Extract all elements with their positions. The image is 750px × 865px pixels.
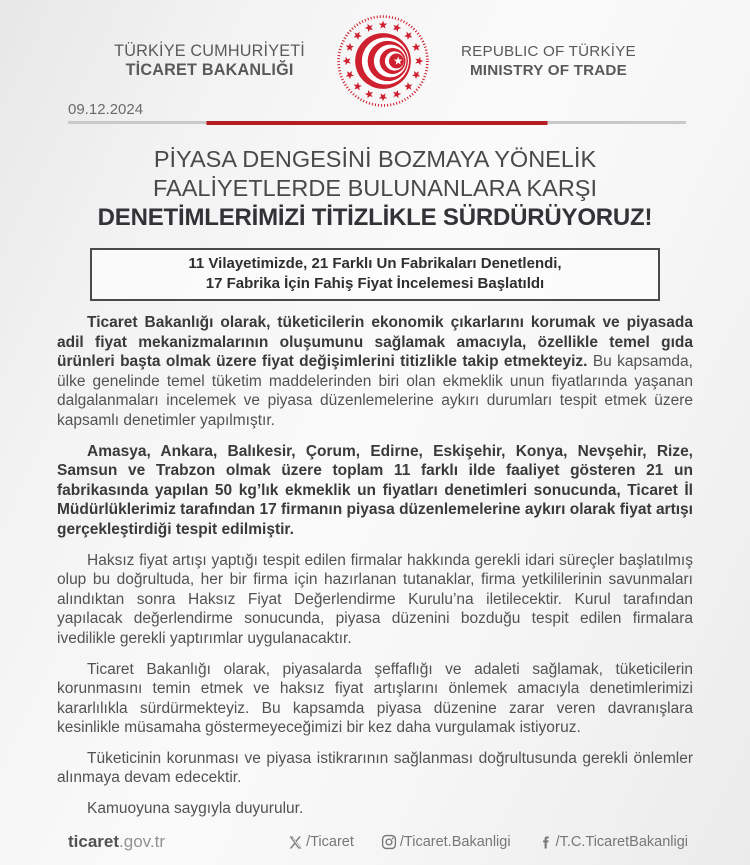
website-bold-part: ticaret — [68, 832, 120, 851]
website-domain-part: .gov.tr — [119, 832, 166, 851]
title-line-3: DENETİMLERİMİZİ TİTİZLİKLE SÜRDÜRÜYORUZ! — [97, 204, 653, 231]
website-link[interactable] — [68, 832, 165, 852]
summary-box — [90, 248, 660, 301]
press-release-title — [0, 145, 750, 232]
release-date: 09.12.2024 — [68, 101, 144, 118]
ministry-of-trade-emblem-icon — [335, 13, 431, 109]
facebook-handle: /T.C.TicaretBakanligi — [555, 834, 688, 850]
divider-line — [68, 121, 686, 124]
masthead — [0, 0, 750, 127]
summary-line-1: 11 Vilayetimizde, 21 Farklı Un Fabrikaları Denetlendi, — [188, 255, 562, 272]
paragraph-6: Kamuoyuna saygıyla duyurulur. — [87, 800, 304, 818]
ministry-name-english — [461, 42, 636, 80]
title-line-2: FAALİYETLERDE BULUNANLARA KARŞI — [152, 175, 598, 201]
instagram-icon — [381, 834, 397, 850]
x-twitter-icon — [288, 835, 303, 850]
paragraph-1: Ticaret Bakanlığı olarak, tüketicilerin ekonomik çıkarlarını korumak ve piyasada adil fiyat mekanizmalarının oluşumunu sağlamak amacıyla, özellikle temel gıda ürünleri başta olmak üzere fiyat değişimlerini titizlikle takip etmekteyiz. Bu kapsamda, ülke genelinde temel tüketim maddelerinden biri olan ekmeklik unun fiyatlarında yaşanan dalgalanmaları incelemek ve piyasa düzenlemelerine aykırı durumları tespit etmek üzere kapsamlı denetimler yapılmıştır. — [57, 314, 693, 429]
paragraph-3: Haksız fiyat artışı yaptığı tespit edilen firmalar hakkında gerekli idari süreçler başlatılmış olup bu doğrultuda, her bir firma için hazırlanan tutanaklar, firma yetkililerinin savunmaları alındıktan sonra Haksız Fiyat Değerlendirme Kurulu’na iletilecektir. Kurul tarafından yapılacak değerlendirme sonucunda, piyasa düzenini bozduğu tespit edilen firmalara ivedilikle gerekli yaptırımlar uygulanacaktır. — [57, 551, 693, 647]
paragraph-2: Amasya, Ankara, Balıkesir, Çorum, Edirne, Eskişehir, Konya, Nevşehir, Rize, Samsun ve Trabzon olmak üzere toplam 11 farklı ilde faaliyet gösteren 21 un fabrikasında yapılan 50 kg’lık ekmeklik un fiyatları denetimleri sonucunda, Ticaret İl Müdürlüklerimiz tarafından 17 firmanın piyasa düzenlemelerine aykırı olarak fiyat artışı gerçekleştirdiği tespit edilmiştir. — [57, 442, 693, 538]
paragraph-5: Tüketicinin korunması ve piyasa istikrarının sağlanması doğrultusunda gerekli önlemler alınmaya devam edecektir. — [57, 749, 693, 787]
paragraph-4: Ticaret Bakanlığı olarak, piyasalarda şeffaflığı ve adaleti sağlamak, tüketicilerin korunmasını temin etmek ve haksız fiyat artışlarını önlemek amacıyla denetimlerimizi kararlılıkla sürdürmekteyiz. Bu kapsamda piyasa düzenine zarar veren davranışlara kesinlikle müsamaha göstermeyeceğimizi bir kez daha vurgulamak istiyoruz. — [57, 660, 693, 737]
press-release-body — [57, 313, 693, 819]
instagram-handle: /Ticaret.Bakanligi — [399, 834, 511, 850]
facebook-icon — [538, 835, 553, 850]
summary-line-2: 17 Fabrika İçin Fahiş Fiyat İncelemesi Başlatıldı — [205, 274, 545, 292]
social-link-x[interactable] — [288, 834, 354, 850]
ministry-name-turkish — [114, 42, 305, 80]
divider-accent — [207, 121, 548, 125]
ministry-name-en-line2: MINISTRY OF TRADE — [469, 62, 627, 79]
social-links — [288, 834, 688, 850]
ministry-name-en-line1: REPUBLIC OF TÜRKİYE — [461, 43, 636, 60]
ministry-name-tr-line1: TÜRKİYE CUMHURİYETİ — [114, 42, 306, 60]
brand-row — [0, 0, 750, 109]
ministry-name-tr-line2: TİCARET BAKANLIĞI — [125, 61, 294, 79]
social-link-instagram[interactable] — [381, 834, 511, 850]
title-line-1: PİYASA DENGESİNİ BOZMAYA YÖNELİK — [153, 146, 597, 172]
social-link-facebook[interactable] — [538, 834, 688, 850]
footer — [68, 832, 688, 852]
x-handle: /Ticaret — [306, 834, 354, 850]
